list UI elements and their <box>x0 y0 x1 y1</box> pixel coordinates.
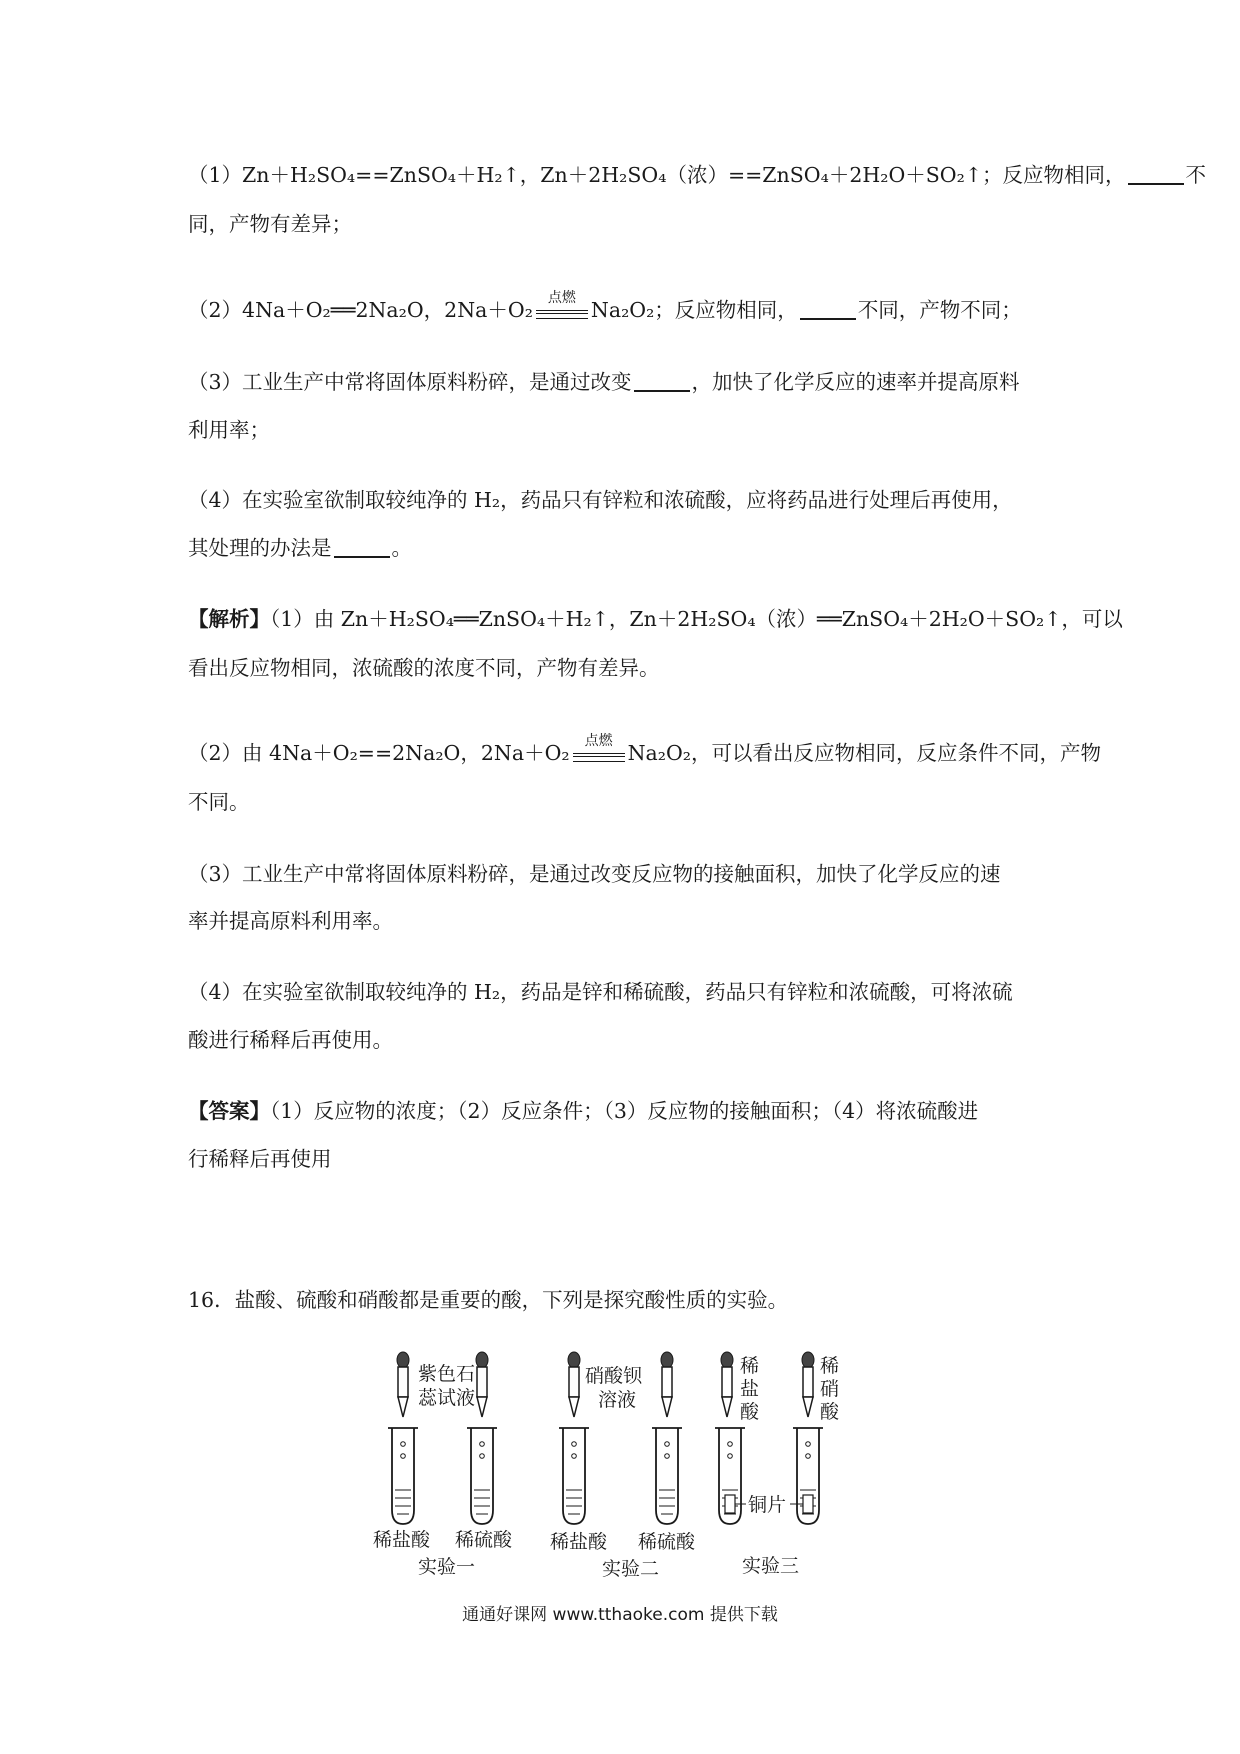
answer-line2 <box>188 1145 1058 1173</box>
exp2-tube-right-label: 稀硫酸 <box>638 1531 696 1553</box>
q15-part2-text-a: （2）4Na＋O₂══2Na₂O，2Na＋O₂ <box>188 298 533 322</box>
exp1-tube-right-label: 稀硫酸 <box>455 1529 513 1551</box>
dropper-icon <box>661 1352 673 1417</box>
answer-blank-3[interactable] <box>634 370 690 392</box>
analysis-line6 <box>188 907 1058 935</box>
equals-sign-icon <box>536 310 588 319</box>
experiment-figure <box>370 1350 870 1585</box>
test-tube-icon <box>388 1428 418 1524</box>
analysis-3-text-a: （3）工业生产中常将固体原料粉碎，是通过改变反应物的接触面积，加快了化学反应的速 <box>188 862 1001 886</box>
test-tube-icon <box>559 1428 589 1524</box>
analysis-2-text-b: Na₂O₂，可以看出反应物相同，反应条件不同，产物 <box>627 741 1101 765</box>
exp3-caption: 实验三 <box>742 1555 800 1577</box>
q15-part4-text-c: 。 <box>391 536 412 560</box>
analysis-4-text-a: （4）在实验室欲制取较纯净的 H₂，药品是锌和稀硫酸，药品只有锌粒和浓硫酸，可将浓硫 <box>188 980 1013 1004</box>
exp2-tube-left-label: 稀盐酸 <box>550 1531 608 1553</box>
analysis-line4 <box>188 788 1058 816</box>
exp3-left-reagent-3: 酸 <box>740 1401 760 1423</box>
q15-part4-line1 <box>188 486 1058 514</box>
q15-part3-text-a: （3）工业生产中常将固体原料粉碎，是通过改变 <box>188 370 632 394</box>
dropper-icon <box>802 1352 814 1417</box>
answer-text-a: （1）反应物的浓度；（2）反应条件；（3）反应物的接触面积；（4）将浓硫酸进 <box>270 1099 979 1123</box>
exp3-left-reagent-2: 盐 <box>740 1378 760 1400</box>
exp3-left-reagent-1: 稀 <box>740 1355 760 1377</box>
answer-blank-1[interactable] <box>1128 163 1184 185</box>
q15-part1-line2 <box>188 210 1058 238</box>
answer-tag: 【答案】 <box>188 1099 270 1123</box>
test-tube-icon <box>652 1428 682 1524</box>
reaction-condition-arrow <box>571 733 627 766</box>
q15-part4-line2 <box>188 534 1058 562</box>
dropper-icon <box>476 1352 488 1417</box>
q15-part1-text-a: （1）Zn＋H₂SO₄==ZnSO₄＋H₂↑，Zn＋2H₂SO₄（浓）==ZnSO₄＋2H₂O＋SO₂↑；反应物相同， <box>188 163 1126 187</box>
answer-line1 <box>188 1097 1058 1125</box>
q15-part3-line1 <box>188 368 1058 396</box>
analysis-1-text-b: 看出反应物相同，浓硫酸的浓度不同，产物有差异。 <box>188 656 660 680</box>
q15-part2-line1 <box>188 290 1058 324</box>
q15-part2-text-b: Na₂O₂；反应物相同， <box>590 298 798 322</box>
q15-part4-text-b: 其处理的办法是 <box>188 536 332 560</box>
q15-part3-text-b: ，加快了化学反应的速率并提高原料 <box>691 370 1020 394</box>
dropper-icon <box>721 1352 733 1417</box>
exp3-right-reagent-3: 酸 <box>820 1401 840 1423</box>
q15-part1-line1 <box>188 161 1207 189</box>
analysis-1-text-a: （1）由 Zn＋H₂SO₄══ZnSO₄＋H₂↑，Zn＋2H₂SO₄（浓）══ZnSO₄＋2H₂O＋SO₂↑，可以 <box>270 607 1123 631</box>
exp1-tube-left-label: 稀盐酸 <box>373 1529 431 1551</box>
exp2-reagent-line1: 硝酸钡 <box>585 1365 643 1387</box>
answer-text-b: 行稀释后再使用 <box>188 1147 332 1171</box>
answer-blank-2[interactable] <box>800 298 856 320</box>
page-footer: 通通好课网 www.tthaoke.com 提供下载 <box>462 1605 778 1625</box>
analysis-4-text-b: 酸进行稀释后再使用。 <box>188 1028 393 1052</box>
reaction-condition-label: 点燃 <box>584 733 613 749</box>
q15-part1-text-c: 同，产物有差异； <box>188 212 352 236</box>
analysis-line8 <box>188 1026 1058 1054</box>
reaction-condition-arrow <box>534 290 590 323</box>
answer-blank-4[interactable] <box>334 536 390 558</box>
exp3-right-reagent-2: 硝 <box>820 1378 840 1400</box>
analysis-2-text-a: （2）由 4Na＋O₂==2Na₂O，2Na＋O₂ <box>188 741 570 765</box>
exp2-reagent-line2: 溶液 <box>598 1389 637 1411</box>
analysis-tag: 【解析】 <box>188 607 270 631</box>
question-16-stem: 16．盐酸、硫酸和硝酸都是重要的酸，下列是探究酸性质的实验。 <box>188 1288 789 1312</box>
exp3-metal-label: 铜片 <box>748 1494 787 1516</box>
dropper-icon <box>568 1352 580 1417</box>
q15-part1-text-b: 不 <box>1185 163 1207 187</box>
analysis-line2 <box>188 654 1058 682</box>
q15-part2-text-c: 不同，产物不同； <box>857 298 1022 322</box>
reaction-condition-label: 点燃 <box>547 290 576 306</box>
analysis-line1 <box>188 605 1123 633</box>
copper-strip-icon <box>725 1495 735 1513</box>
q15-part3-line2 <box>188 416 1058 444</box>
exp1-caption: 实验一 <box>418 1556 476 1578</box>
exp1-reagent-line1: 紫色石 <box>418 1363 476 1385</box>
exp2-caption: 实验二 <box>602 1558 660 1580</box>
equals-sign-icon <box>573 753 625 762</box>
analysis-line5 <box>188 860 1058 888</box>
q15-part4-text-a: （4）在实验室欲制取较纯净的 H₂，药品只有锌粒和浓硫酸，应将药品进行处理后再使用， <box>188 488 1013 512</box>
q15-part3-text-c: 利用率； <box>188 418 270 442</box>
analysis-line3 <box>188 733 1101 767</box>
exp1-reagent-line2: 蕊试液 <box>418 1387 476 1409</box>
dropper-icon <box>397 1352 409 1417</box>
exp3-right-reagent-1: 稀 <box>820 1355 840 1377</box>
analysis-line7 <box>188 978 1058 1006</box>
question-16-text <box>188 1286 1058 1314</box>
analysis-3-text-b: 率并提高原料利用率。 <box>188 909 393 933</box>
copper-strip-icon <box>803 1495 813 1513</box>
test-tube-icon <box>467 1428 497 1524</box>
analysis-2-text-c: 不同。 <box>188 790 250 814</box>
